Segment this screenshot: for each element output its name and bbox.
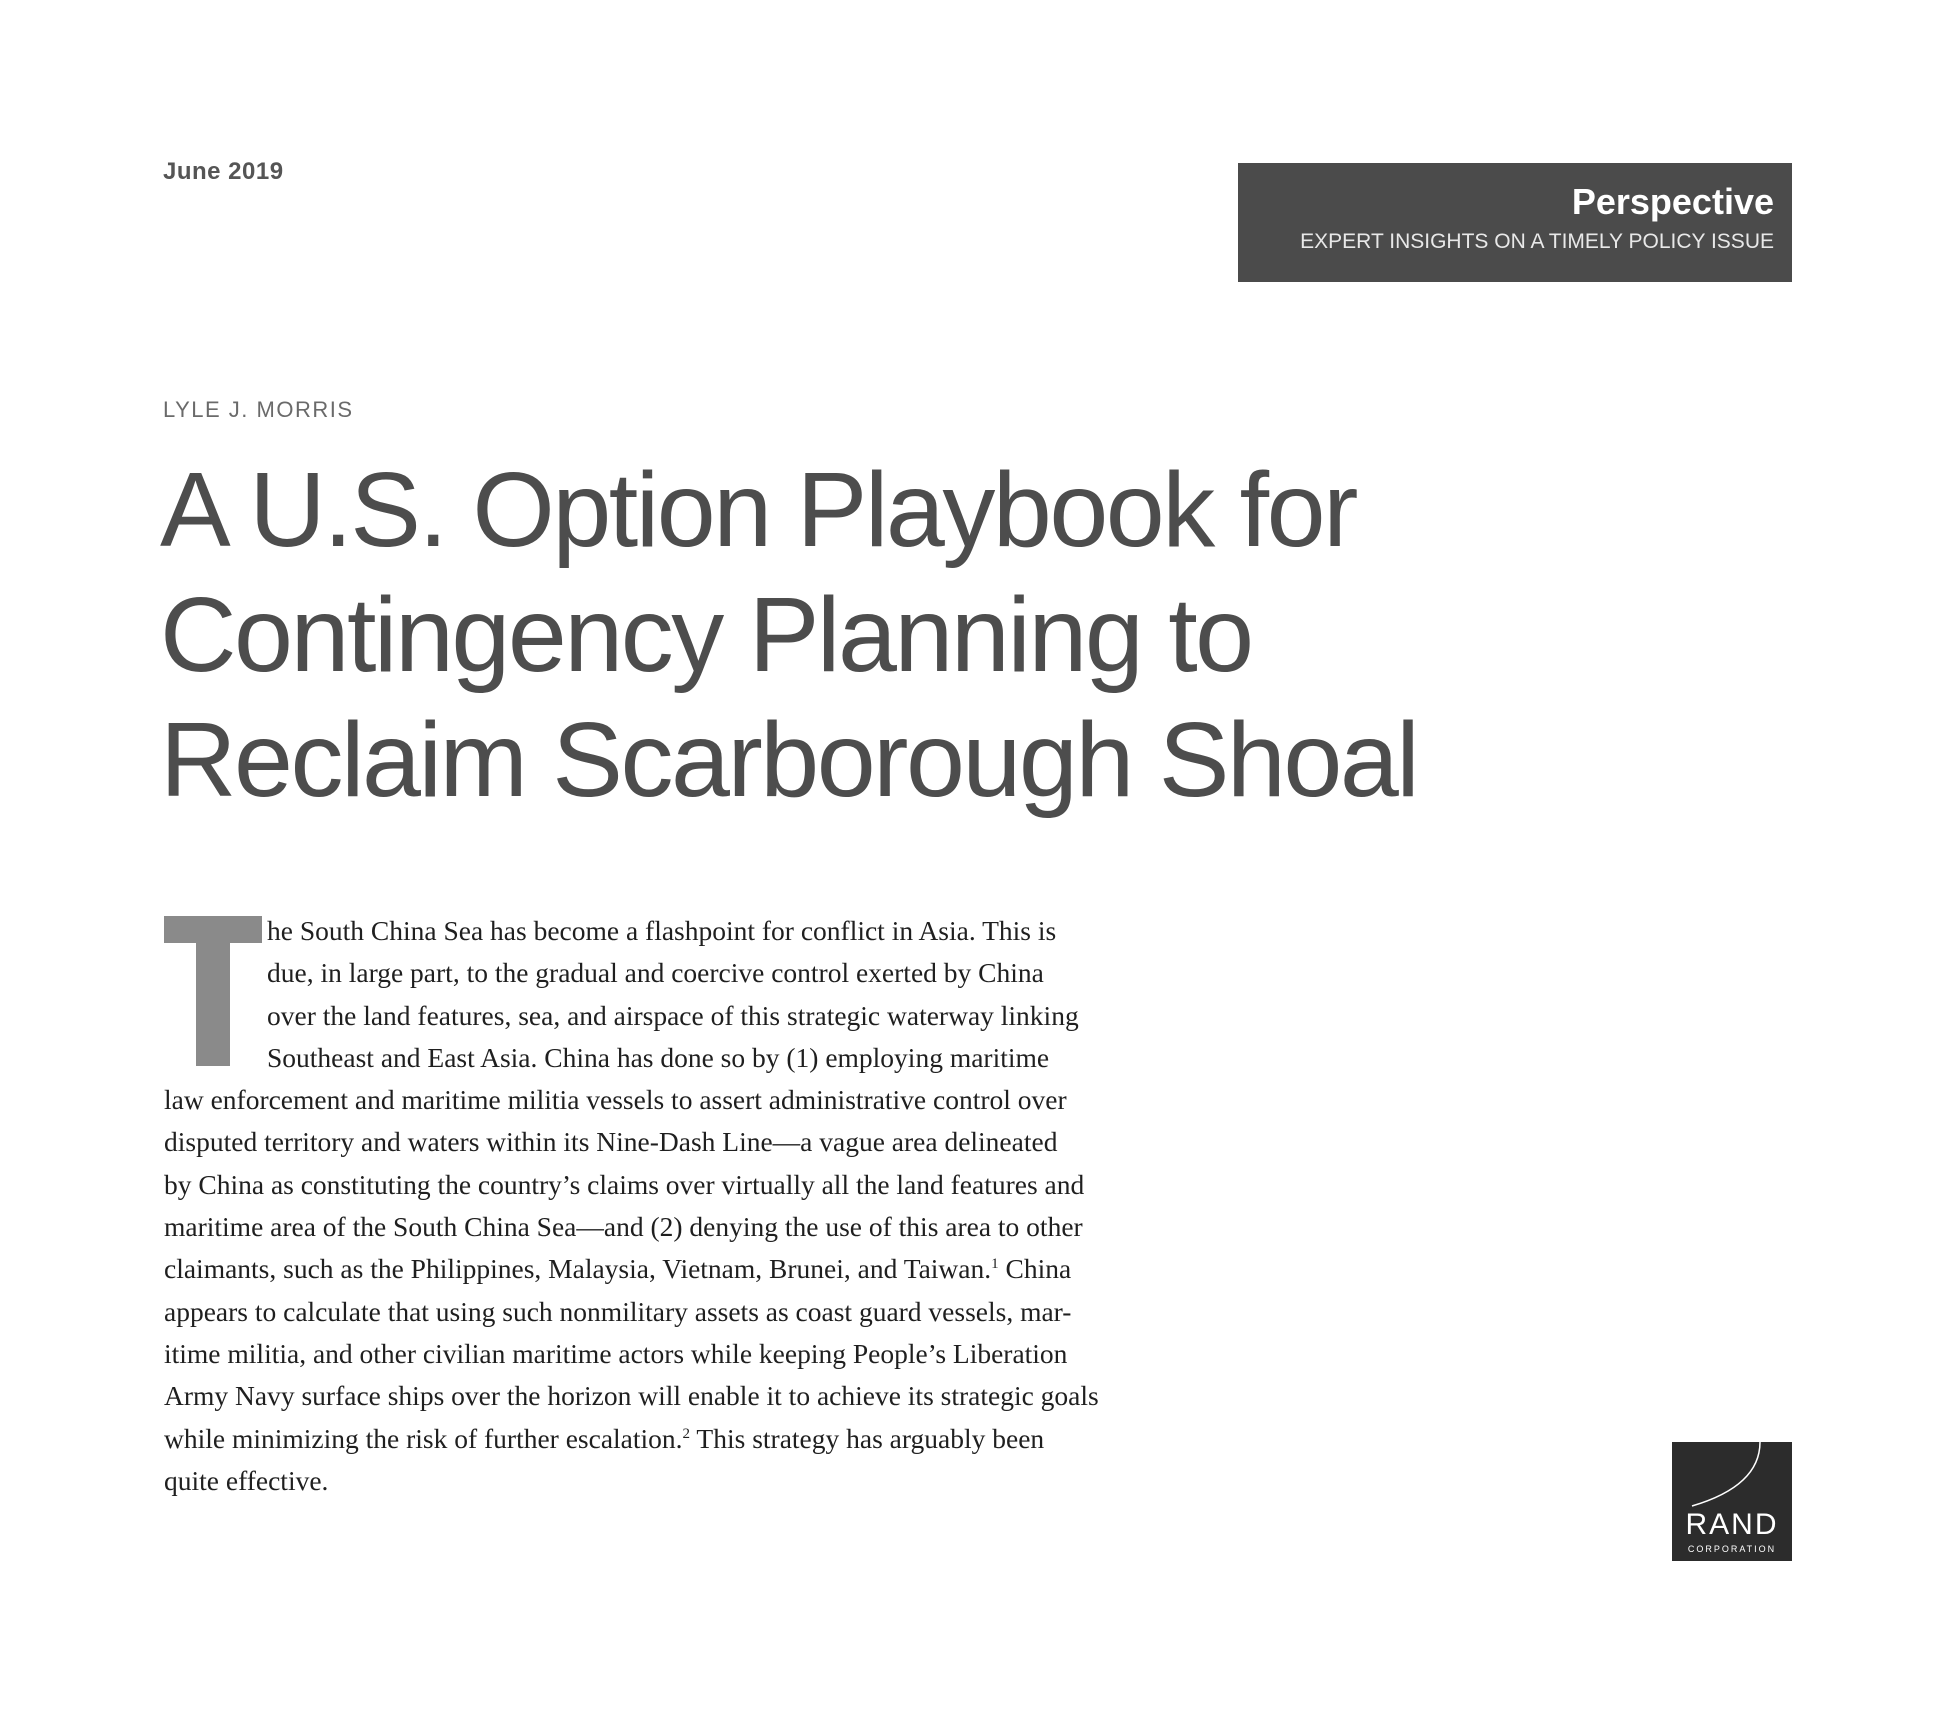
rand-logo <box>1672 1442 1792 1561</box>
body-line-text: while minimizing the risk of further escalation. <box>164 1422 683 1454</box>
logo-subtitle: CORPORATION <box>1687 1544 1777 1554</box>
body-line: quite effective. <box>164 1464 329 1496</box>
body-line: he South China Sea has become a flashpoint for conflict in Asia. This is <box>267 915 1057 946</box>
body-line <box>164 1418 1264 1460</box>
svg-text:T: T <box>164 1048 171 1059</box>
author-name: LYLE J. MORRIS <box>163 397 354 422</box>
title-line: Reclaim Scarborough Shoal <box>160 701 1418 819</box>
banner-subtitle: EXPERT INSIGHTS ON A TIMELY POLICY ISSUE <box>1300 230 1774 253</box>
perspective-banner <box>1238 163 1792 282</box>
logo-name: RAND <box>1685 1508 1779 1541</box>
body-line <box>164 1248 1264 1290</box>
body-paragraph <box>164 910 1264 1502</box>
body-line-text: China <box>998 1253 1072 1285</box>
footnote-ref[interactable]: 2 <box>682 1425 691 1442</box>
body-line: over the land features, sea, and airspace of this strategic waterway linking <box>267 999 1079 1031</box>
body-line: by China as constituting the country’s claims over virtually all the land features and <box>164 1168 1085 1200</box>
body-line: Southeast and East Asia. China has done so by (1) employing maritime <box>267 1041 1050 1073</box>
document-title <box>160 448 1660 823</box>
body-line: law enforcement and maritime militia vessels to assert administrative control over <box>164 1084 1067 1116</box>
body-line-text: This strategy has arguably been <box>690 1422 1045 1454</box>
publication-date: June 2019 <box>163 158 284 185</box>
body-line: itime militia, and other civilian maritime actors while keeping People’s Liberation <box>164 1337 1068 1369</box>
body-line: appears to calculate that using such nonmilitary assets as coast guard vessels, mar- <box>164 1295 1072 1327</box>
body-line: maritime area of the South China Sea—and (2) denying the use of this area to other <box>164 1211 1083 1243</box>
footnote-ref[interactable]: 1 <box>991 1256 999 1273</box>
title-line: A U.S. Option Playbook for <box>160 451 1356 569</box>
body-line-text: claimants, such as the Philippines, Malaysia, Vietnam, Brunei, and Taiwan. <box>164 1253 992 1285</box>
body-line: due, in large part, to the gradual and coercive control exerted by China <box>267 957 1044 989</box>
banner-title: Perspective <box>1571 181 1774 222</box>
body-line: disputed territory and waters within its Nine-Dash Line—a vague area delineated <box>164 1126 1058 1158</box>
title-line: Contingency Planning to <box>160 576 1252 694</box>
body-line: Army Navy surface ships over the horizon will enable it to achieve its strategic goals <box>164 1380 1099 1412</box>
